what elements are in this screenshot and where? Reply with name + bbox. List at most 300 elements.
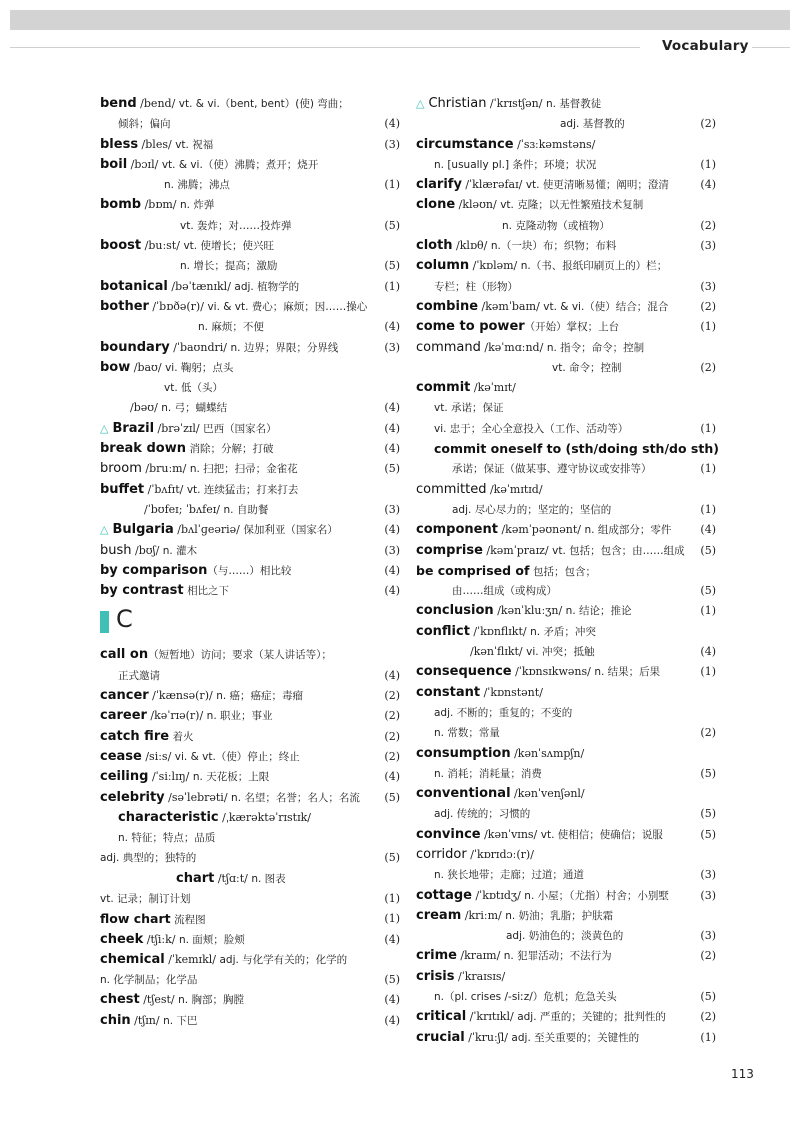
unit-number: (5)	[384, 973, 400, 987]
vocab-entry-line	[100, 848, 400, 868]
vocab-entry-line	[100, 727, 400, 747]
definition: n. 下巴	[163, 1014, 198, 1027]
vocab-entry-line	[416, 155, 716, 175]
phonetic: /ˈkemɪkl/	[164, 952, 220, 966]
vocab-entry-line	[416, 744, 716, 764]
definition: n.（一块）布；织物；布料	[490, 240, 617, 253]
unit-number: (1)	[384, 912, 400, 926]
definition: n. 常数；常量	[434, 727, 500, 740]
vocab-entry-line	[416, 459, 716, 479]
vocab-entry-line	[416, 541, 716, 561]
section-heading-c	[100, 601, 400, 645]
headword: cream	[416, 907, 462, 923]
vocab-entry-line	[100, 990, 400, 1010]
headword: command	[416, 339, 481, 355]
unit-number: (5)	[700, 766, 716, 780]
headword: boil	[100, 156, 128, 172]
phonetic: /kəˈmɪtɪd/	[486, 482, 543, 496]
definition: n. 矛盾；冲突	[530, 625, 596, 638]
unit-number: (5)	[384, 462, 400, 476]
headword: boundary	[100, 339, 170, 355]
definition: adj. 奶油色的；淡黄色的	[506, 930, 624, 943]
definition: adj. 传统的；习惯的	[434, 808, 531, 821]
unit-number: (1)	[700, 157, 716, 171]
unit-number: (2)	[700, 726, 716, 740]
definition: adj. 基督教的	[560, 118, 625, 131]
phonetic: /kraɪm/	[456, 949, 504, 963]
triangle-marker-icon: △	[100, 523, 109, 537]
unit-number: (5)	[384, 259, 400, 273]
definition: （开始）掌权；上台	[524, 321, 620, 334]
triangle-marker-icon: △	[100, 421, 109, 435]
vocab-entry-line	[416, 967, 716, 987]
vocab-entry-line	[416, 500, 716, 520]
headword: consumption	[416, 745, 511, 761]
headword: bless	[100, 136, 139, 152]
vocab-entry-line	[100, 645, 400, 665]
definition: n. 麻烦；不便	[198, 321, 264, 334]
definition: vi. & vt. 费心；麻烦；因……操心	[207, 300, 368, 313]
headword: characteristic	[118, 809, 219, 825]
phonetic: /ˈkænsə(r)/	[148, 689, 217, 703]
unit-number: (4)	[384, 1013, 400, 1027]
vocab-entry-line	[416, 845, 716, 865]
headword: flow chart	[100, 911, 171, 927]
vocab-entry-line	[416, 358, 716, 378]
phonetic: /bəʊ/	[130, 401, 162, 415]
unit-number: (3)	[700, 868, 716, 882]
headword: conflict	[416, 623, 470, 639]
definition: n. 小屋；（尤指）村舍；小别墅	[524, 889, 669, 902]
definition: vt. 使增长；使兴旺	[183, 240, 274, 253]
unit-number: (4)	[384, 421, 400, 435]
vocab-entry-line	[416, 926, 716, 946]
vocab-entry-line	[416, 784, 716, 804]
vocab-entry-line	[416, 764, 716, 784]
vocab-entry-line	[100, 236, 400, 256]
headword: chart	[176, 870, 215, 886]
unit-number: (3)	[700, 929, 716, 943]
headword: Christian	[428, 96, 487, 111]
headword: chest	[100, 992, 140, 1008]
definition: vi. 鞠躬；点头	[165, 361, 234, 374]
vocab-entry-line	[416, 94, 716, 114]
headword: bow	[100, 359, 131, 375]
vocab-entry-line	[416, 906, 716, 926]
vocab-entry-line	[100, 175, 400, 195]
unit-number: (4)	[384, 932, 400, 946]
vocab-entry-line	[100, 216, 400, 236]
unit-number: (1)	[384, 178, 400, 192]
vocab-entry-line	[100, 706, 400, 726]
headword: clone	[416, 197, 456, 213]
phonetic: /buːst/	[141, 239, 184, 253]
vocab-entry-line	[100, 561, 400, 581]
vocab-entry-line	[100, 520, 400, 540]
vocab-entry-line	[100, 358, 400, 378]
unit-number: (2)	[700, 1010, 716, 1024]
phonetic: /bɔɪl/	[127, 157, 162, 171]
vocab-entry-line	[100, 808, 400, 828]
phonetic: /kəmˈbaɪn/	[478, 299, 544, 313]
unit-number: (5)	[700, 807, 716, 821]
vocab-entry-line	[416, 439, 719, 459]
definition: n. 职业；事业	[206, 710, 273, 723]
phonetic: /tʃɪn/	[130, 1013, 164, 1027]
phonetic: /kənˈvɪns/	[480, 827, 541, 841]
definition: n. 名望；名誉；名人；名流	[231, 791, 360, 804]
phonetic: /kənˈsʌmpʃn/	[510, 746, 585, 760]
definition: vi. & vt.（使）停止；终止	[174, 750, 300, 763]
definition: n. [usually pl.] 条件；环境；状况	[434, 158, 597, 171]
vocab-entry-line	[416, 398, 716, 418]
definition: n. 化学制品；化学品	[100, 974, 198, 987]
phonetic: /ˈkruːʃl/	[464, 1030, 512, 1044]
definition: 承诺；保证（做某事、遵守协议或安排等）	[452, 463, 652, 476]
vocab-entry-line	[416, 601, 716, 621]
phonetic: /bʌlˈɡeəriə/	[173, 523, 244, 537]
vocab-entry-line	[100, 889, 400, 909]
phonetic: /kənˈkluːʒn/	[493, 604, 566, 618]
phonetic: /tʃiːk/	[143, 932, 179, 946]
unit-number: (2)	[700, 117, 716, 131]
unit-number: (4)	[384, 770, 400, 784]
unit-number: (2)	[384, 709, 400, 723]
headword: boost	[100, 238, 142, 254]
vocab-entry-line	[100, 666, 400, 686]
phonetic: /səˈlebrəti/	[164, 790, 232, 804]
definition: n. 狭长地带；走廊；过道；通道	[434, 869, 584, 882]
definition: 着火	[172, 730, 194, 743]
definition: 包括；包含；	[532, 565, 596, 578]
headword: constant	[416, 684, 481, 700]
definition: adj. 尽心尽力的；坚定的；坚信的	[452, 503, 612, 516]
phonetic: /ˈkrɪtɪkl/	[466, 1010, 518, 1024]
phonetic: /kənˈflɪkt/	[470, 645, 527, 659]
phonetic: /bruːm/	[141, 462, 190, 476]
phonetic: /bəˈtænɪkl/	[167, 279, 235, 293]
definition: n.（pl. crises /-siːz/）危机；危急关头	[434, 991, 617, 1004]
vocab-entry-line	[416, 419, 716, 439]
headword: come to power	[416, 319, 525, 335]
headword: break down	[100, 441, 186, 457]
definition: vt. 连续猛击；打来打去	[186, 483, 299, 496]
unit-number: (4)	[384, 117, 400, 131]
vocab-entry-line	[100, 500, 400, 520]
definition: vi. 冲突；抵触	[526, 646, 595, 659]
definition: vt. 承诺；保证	[434, 402, 504, 415]
vocab-entry-line	[416, 175, 716, 195]
vocab-entry-line	[416, 216, 716, 236]
headword: be comprised of	[416, 562, 530, 578]
definition: n.（书、报纸印刷页上的）栏；	[520, 260, 668, 273]
phonetic: /ˈbʌfɪt/	[144, 482, 187, 496]
definition: 专栏；柱（形物）	[434, 280, 518, 293]
unit-number: (3)	[384, 543, 400, 557]
unit-number: (1)	[700, 421, 716, 435]
header-rule-left	[10, 47, 640, 48]
unit-number: (2)	[700, 218, 716, 232]
definition: adj. 不断的；重复的；不变的	[434, 706, 573, 719]
definition: n. 指令；命令；控制	[546, 341, 645, 354]
definition: vt. 克隆；以无性繁殖技术复制	[500, 199, 644, 212]
headword: clarify	[416, 177, 462, 193]
vocab-entry-line	[416, 378, 716, 398]
definition: 相比之下	[187, 585, 230, 598]
phonetic: /bles/	[138, 137, 176, 151]
phonetic: /tʃɑːt/	[214, 871, 252, 885]
headword: celebrity	[100, 789, 165, 805]
headword: cancer	[100, 688, 149, 704]
headword: conventional	[416, 786, 511, 802]
phonetic: /bɒm/	[141, 198, 181, 212]
unit-number: (3)	[384, 502, 400, 516]
vocab-entry-line	[416, 135, 716, 155]
headword: commit	[416, 380, 471, 396]
definition: vt. & vi.（使）沸腾；煮开；烧开	[161, 158, 319, 171]
vocab-entry-line	[416, 804, 716, 824]
definition: 保加利亚（国家名）	[243, 524, 338, 537]
vocab-entry-line	[416, 277, 716, 297]
phonetic: /ˈbaʊndri/	[169, 340, 231, 354]
unit-number: (4)	[384, 584, 400, 598]
phonetic: /ˈsiːlɪŋ/	[148, 770, 193, 784]
phonetic: /kəmˈpraɪz/	[482, 543, 553, 557]
triangle-marker-icon: △	[416, 97, 425, 110]
headword: committed	[416, 481, 487, 497]
vocab-entry-line	[100, 767, 400, 787]
phonetic: /ˈkrɪstʃən/	[486, 97, 546, 110]
headword: cheek	[100, 931, 144, 947]
definition: n. 克隆动物（或植物）	[502, 219, 610, 232]
headword: crime	[416, 948, 457, 964]
vocab-entry-line	[100, 256, 400, 276]
vocab-entry-line	[100, 195, 400, 215]
phonetic: /ˈbʊfeɪ; ˈbʌfeɪ/	[144, 502, 224, 516]
definition: n. 胸部；胸膛	[178, 994, 244, 1007]
phonetic: /ˈkɒnstənt/	[480, 685, 543, 699]
unit-number: (5)	[384, 851, 400, 865]
phonetic: /ˈkɒnsɪkwəns/	[511, 665, 595, 679]
unit-number: (5)	[700, 584, 716, 598]
unit-number: (1)	[384, 279, 400, 293]
definition: n. 扫把；扫帚；金雀花	[189, 463, 298, 476]
headword: by contrast	[100, 583, 184, 599]
definition: vt. 使相信；使确信；说服	[540, 828, 663, 841]
phonetic: /kənˈvenʃənl/	[510, 787, 585, 801]
running-header-title: Vocabulary	[662, 38, 749, 54]
definition: n. 自助餐	[223, 503, 269, 516]
vocab-entry-line	[100, 970, 400, 990]
vocab-entry-line	[416, 825, 716, 845]
unit-number: (5)	[384, 218, 400, 232]
definition: n. 天花板；上限	[192, 771, 270, 784]
definition: n. 消耗；消耗量；消费	[434, 767, 542, 780]
vocab-entry-line	[416, 520, 716, 540]
headword: circumstance	[416, 136, 514, 152]
phonetic: /siːs/	[141, 749, 175, 763]
definition: adj. 植物学的	[234, 280, 300, 293]
definition: （短暂地）访问；要求（某人讲话等）；	[148, 649, 332, 662]
definition: adj. 与化学有关的；化学的	[219, 953, 348, 966]
unit-number: (3)	[384, 340, 400, 354]
vocab-entry-line	[416, 1028, 716, 1048]
unit-number: (1)	[700, 604, 716, 618]
vocab-entry-line	[416, 865, 716, 885]
phonetic: /bend/	[136, 97, 179, 110]
vocab-entry-line	[416, 683, 716, 703]
unit-number: (4)	[384, 320, 400, 334]
definition: 巴西（国家名）	[203, 422, 277, 435]
vocab-entry-line	[100, 135, 400, 155]
vocab-entry-line	[100, 277, 400, 297]
vocab-entry-line	[416, 581, 716, 601]
unit-number: (4)	[384, 523, 400, 537]
unit-number: (5)	[700, 827, 716, 841]
vocab-entry-line	[100, 155, 400, 175]
vocab-entry-line	[100, 114, 400, 134]
headword: comprise	[416, 542, 483, 558]
vocab-entry-line	[416, 703, 716, 723]
definition: n. 结论；推论	[565, 605, 632, 618]
unit-number: (1)	[700, 665, 716, 679]
vocab-entry-line	[100, 338, 400, 358]
vocab-entry-line	[100, 317, 400, 337]
definition: n. 奶油；乳脂；护肤霜	[505, 909, 614, 922]
vocab-entry-line	[100, 459, 400, 479]
definition: （与……）相比较	[207, 564, 292, 577]
unit-number: (4)	[700, 178, 716, 192]
definition: 消除；分解；打破	[189, 443, 274, 456]
unit-number: (4)	[384, 668, 400, 682]
phonetic: /tʃest/	[139, 993, 179, 1007]
phonetic: /brəˈzɪl/	[154, 421, 204, 435]
vocab-entry-line	[416, 480, 716, 500]
headword: bush	[100, 542, 132, 558]
definition: adj. 典型的；独特的	[100, 852, 197, 865]
unit-number: (1)	[384, 891, 400, 905]
phonetic: /bʊʃ/	[131, 543, 163, 557]
phonetic: /ˈkɒləm/	[469, 259, 521, 273]
vocab-entry-line	[100, 930, 400, 950]
headword: bomb	[100, 197, 142, 213]
definition: 倾斜；偏向	[118, 118, 171, 131]
definition: n. 特征；特点；品质	[118, 832, 216, 845]
unit-number: (2)	[384, 749, 400, 763]
definition: n. 图表	[251, 872, 286, 885]
phonetic: /ˈbɒðə(r)/	[148, 299, 208, 313]
definition: adj. 至关重要的；关键性的	[511, 1031, 640, 1044]
headword: bend	[100, 96, 137, 111]
phonetic: /kəmˈpəʊnənt/	[497, 523, 585, 537]
phonetic: /ˈkɒnflɪkt/	[469, 624, 531, 638]
unit-number: (2)	[384, 689, 400, 703]
headword: Bulgaria	[112, 522, 174, 538]
headword: bother	[100, 298, 149, 314]
headword: cease	[100, 748, 142, 764]
definition: vt. 命令；控制	[552, 361, 622, 374]
vocab-entry-line	[416, 886, 716, 906]
vocab-entry-line	[100, 297, 400, 317]
unit-number: (2)	[384, 729, 400, 743]
headword: botanical	[100, 278, 168, 294]
unit-number: (2)	[700, 949, 716, 963]
vocab-entry-line	[100, 909, 400, 929]
unit-number: (3)	[700, 239, 716, 253]
vocab-entry-line	[100, 439, 400, 459]
vocab-entry-line	[416, 195, 716, 215]
vocab-entry-line	[100, 869, 400, 889]
phonetic: /ˈkɒtɪdʒ/	[471, 888, 525, 902]
unit-number: (4)	[700, 523, 716, 537]
definition: n. 癌；癌症；毒瘤	[216, 690, 304, 703]
section-marker-bar	[100, 611, 109, 633]
headword: convince	[416, 826, 481, 842]
vocab-entry-line	[100, 541, 400, 561]
unit-number: (5)	[700, 990, 716, 1004]
vocab-entry-line	[416, 642, 716, 662]
headword: Brazil	[112, 420, 155, 436]
definition: vt. 祝福	[175, 138, 214, 151]
vocab-entry-line	[100, 950, 400, 970]
vocab-entry-line	[416, 256, 716, 276]
vocab-entry-line	[100, 419, 400, 439]
unit-number: (4)	[384, 401, 400, 415]
phonetic: /ˈkraɪsɪs/	[454, 969, 506, 983]
vocab-entry-line	[416, 114, 716, 134]
right-column	[416, 94, 719, 1048]
unit-number: (3)	[700, 279, 716, 293]
headword: corridor	[416, 846, 467, 862]
vocab-entry-line	[416, 723, 716, 743]
unit-number: (4)	[384, 442, 400, 456]
vocab-entry-line	[416, 622, 716, 642]
headword: consequence	[416, 664, 512, 680]
definition: vt. 使更清晰易懂；阐明；澄清	[525, 179, 669, 192]
headword: combine	[416, 298, 479, 314]
definition: n. 基督教徒	[545, 98, 602, 110]
definition: 流程图	[174, 914, 206, 927]
headword: cloth	[416, 238, 453, 254]
section-letter: C	[116, 605, 133, 634]
headword: column	[416, 258, 470, 274]
vocab-entry-line	[416, 297, 716, 317]
definition: vt. & vi.（使）结合；混合	[543, 300, 669, 313]
unit-number: (3)	[384, 137, 400, 151]
vocab-entry-line	[416, 317, 716, 337]
definition: vi. 忠于；全心全意投入（工作、活动等）	[434, 422, 629, 435]
left-column	[100, 94, 400, 1031]
headword: cottage	[416, 887, 472, 903]
headword: chin	[100, 1012, 131, 1028]
definition: vt. 记录；制订计划	[100, 892, 191, 905]
unit-number: (2)	[700, 299, 716, 313]
vocab-entry-line	[100, 747, 400, 767]
headword: career	[100, 708, 147, 724]
vocab-entry-line	[416, 1007, 716, 1027]
headword: component	[416, 522, 498, 538]
definition: 正式邀请	[118, 669, 160, 682]
phonetic: /klɒθ/	[452, 239, 491, 253]
headword: broom	[100, 461, 142, 477]
unit-number: (3)	[700, 888, 716, 902]
vocab-entry-line	[416, 236, 716, 256]
unit-number: (2)	[700, 360, 716, 374]
phonetic: /baʊ/	[130, 360, 166, 374]
unit-number: (4)	[700, 645, 716, 659]
vocab-entry-line	[416, 662, 716, 682]
headword: ceiling	[100, 769, 149, 785]
